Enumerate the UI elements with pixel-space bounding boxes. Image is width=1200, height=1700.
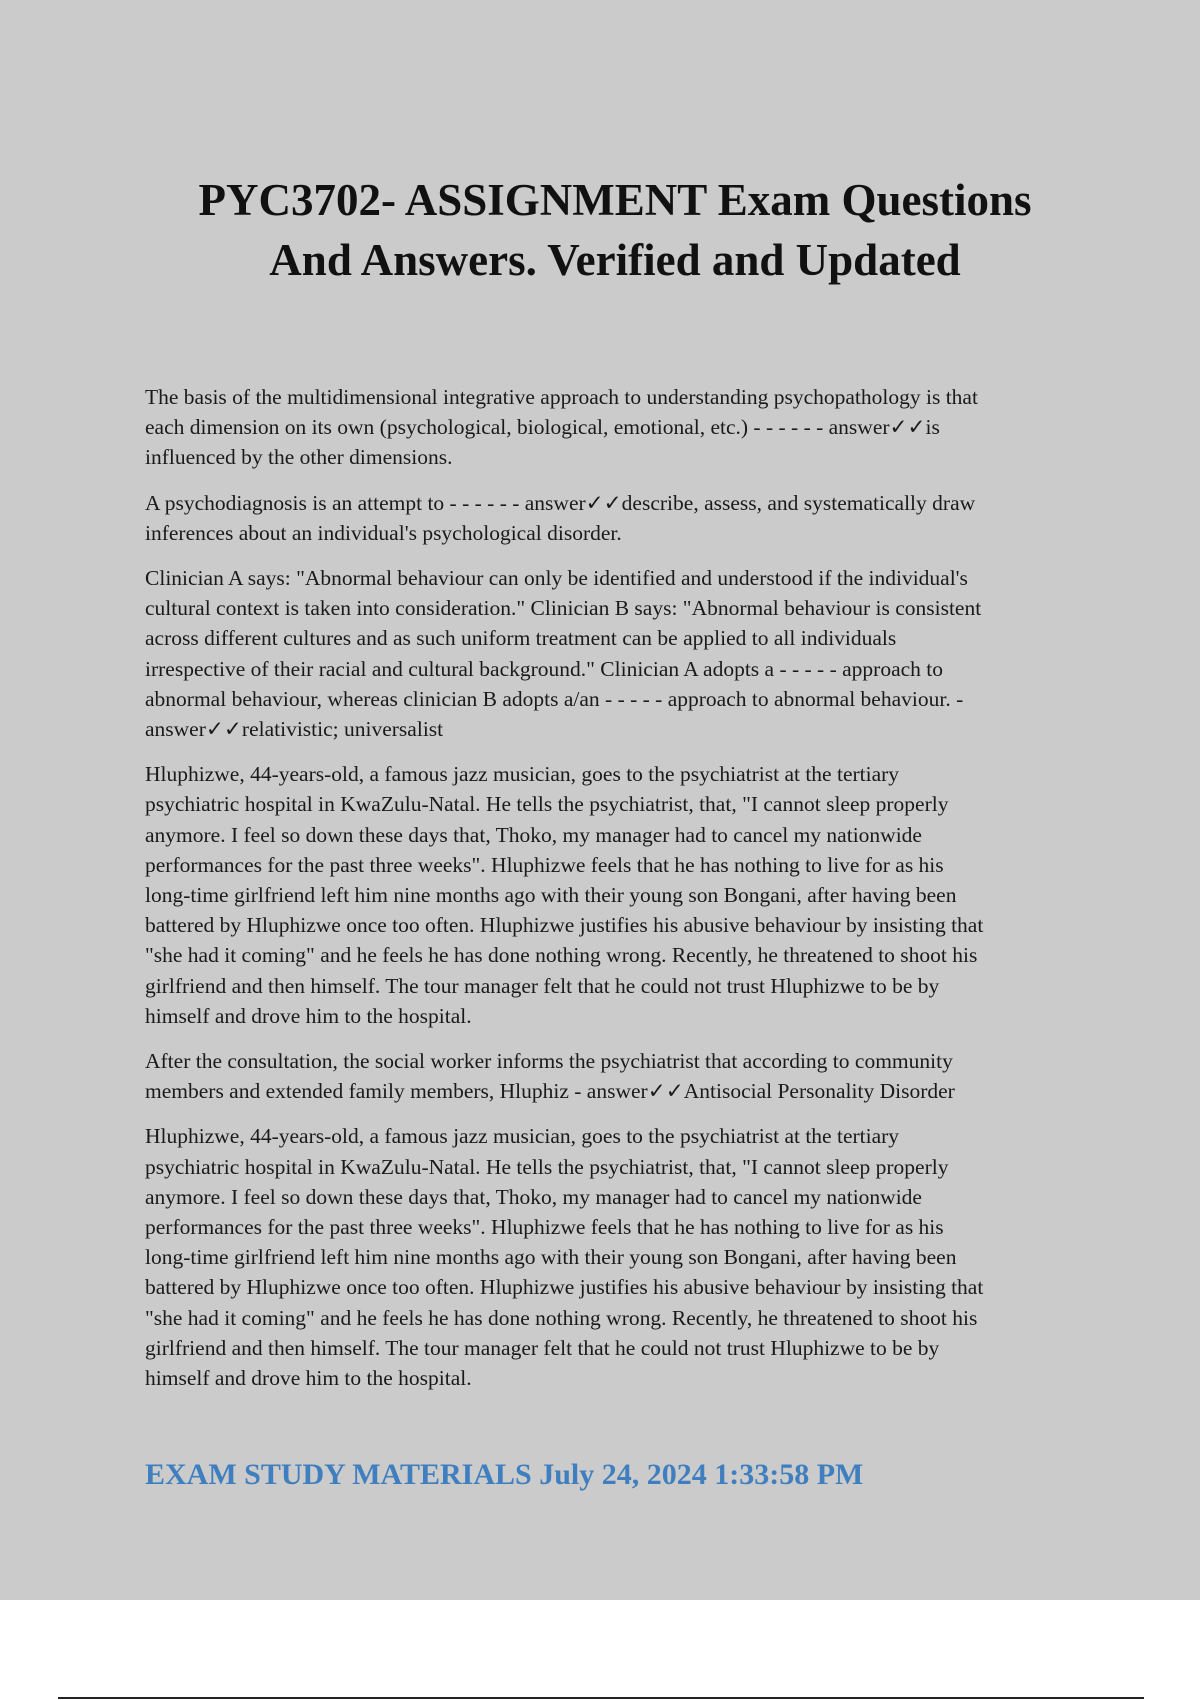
paragraph-line: battered by Hluphizwe once too often. Hluphizwe justifies his abusive behaviour by insisting that xyxy=(145,1275,984,1300)
paragraph-line: abnormal behaviour, whereas clinician B adopts a/an - - - - - approach to abnormal behaviour. - xyxy=(145,686,964,711)
paragraph-line: performances for the past three weeks". Hluphizwe feels that he has nothing to live for as his xyxy=(145,1215,944,1240)
question-answer-paragraph xyxy=(145,1046,1095,1106)
paragraph-line: across different cultures and as such uniform treatment can be applied to all individuals xyxy=(145,626,897,651)
paragraph-line: long-time girlfriend left him nine months ago with their young son Bongani, after having been xyxy=(145,1245,957,1270)
paragraph-line: After the consultation, the social worker informs the psychiatrist that according to community xyxy=(145,1049,953,1074)
question-answer-paragraph xyxy=(145,1121,1095,1393)
paragraph-line: members and extended family members, Hluphiz - answer✓✓Antisocial Personality Disorder xyxy=(145,1079,955,1104)
question-answer-paragraph xyxy=(145,382,1095,473)
paragraph-line: Hluphizwe, 44-years-old, a famous jazz musician, goes to the psychiatrist at the tertiary xyxy=(145,1124,900,1149)
question-answer-paragraph xyxy=(145,759,1095,1031)
paragraph-line: Clinician A says: "Abnormal behaviour can only be identified and understood if the individual's xyxy=(145,566,968,591)
paragraph-line: long-time girlfriend left him nine months ago with their young son Bongani, after having been xyxy=(145,883,957,908)
paragraph-line: inferences about an individual's psychological disorder. xyxy=(145,520,622,545)
paragraph-line: battered by Hluphizwe once too often. Hluphizwe justifies his abusive behaviour by insisting that xyxy=(145,913,984,938)
bottom-divider xyxy=(58,1697,1144,1699)
paragraph-line: each dimension on its own (psychological, biological, emotional, etc.) - - - - - - answer✓✓is xyxy=(145,415,940,440)
paragraph-line: psychiatric hospital in KwaZulu-Natal. He tells the psychiatrist, that, "I cannot sleep properly xyxy=(145,792,949,817)
paragraph-line: irrespective of their racial and cultural background." Clinician A adopts a - - - - - approach to xyxy=(145,656,944,681)
question-answer-paragraph xyxy=(145,563,1095,744)
paragraph-line: "she had it coming" and he feels he has done nothing wrong. Recently, he threatened to shoot his xyxy=(145,943,978,968)
exam-study-materials-stamp: EXAM STUDY MATERIALS July 24, 2024 1:33:58 PM xyxy=(145,1458,864,1491)
page-title xyxy=(120,170,1110,290)
paragraph-line: girlfriend and then himself. The tour manager felt that he could not trust Hluphizwe to be by xyxy=(145,1335,940,1360)
paragraph-line: A psychodiagnosis is an attempt to - - - - - - answer✓✓describe, assess, and systematically draw xyxy=(145,490,976,515)
document-body xyxy=(145,382,1095,1408)
paragraph-line: girlfriend and then himself. The tour manager felt that he could not trust Hluphizwe to be by xyxy=(145,973,940,998)
paragraph-line: cultural context is taken into consideration." Clinician B says: "Abnormal behaviour is consistent xyxy=(145,596,982,621)
paragraph-line: influenced by the other dimensions. xyxy=(145,445,453,470)
question-answer-paragraph xyxy=(145,488,1095,548)
paragraph-line: Hluphizwe, 44-years-old, a famous jazz musician, goes to the psychiatrist at the tertiary xyxy=(145,762,900,787)
paragraph-line: himself and drove him to the hospital. xyxy=(145,1003,472,1028)
paragraph-line: anymore. I feel so down these days that, Thoko, my manager had to cancel my nationwide xyxy=(145,1184,922,1209)
page-title-line-1: PYC3702- ASSIGNMENT Exam Questions xyxy=(198,175,1032,225)
paragraph-line: The basis of the multidimensional integrative approach to understanding psychopathology is that xyxy=(145,385,978,409)
paragraph-line: "she had it coming" and he feels he has done nothing wrong. Recently, he threatened to shoot his xyxy=(145,1305,978,1330)
paragraph-line: answer✓✓relativistic; universalist xyxy=(145,717,444,742)
paragraph-line: himself and drove him to the hospital. xyxy=(145,1366,472,1391)
paragraph-line: anymore. I feel so down these days that, Thoko, my manager had to cancel my nationwide xyxy=(145,822,922,847)
page-title-line-2: And Answers. Verified and Updated xyxy=(269,235,961,285)
paragraph-line: psychiatric hospital in KwaZulu-Natal. He tells the psychiatrist, that, "I cannot sleep properly xyxy=(145,1154,949,1179)
paragraph-line: performances for the past three weeks". Hluphizwe feels that he has nothing to live for as his xyxy=(145,852,944,877)
